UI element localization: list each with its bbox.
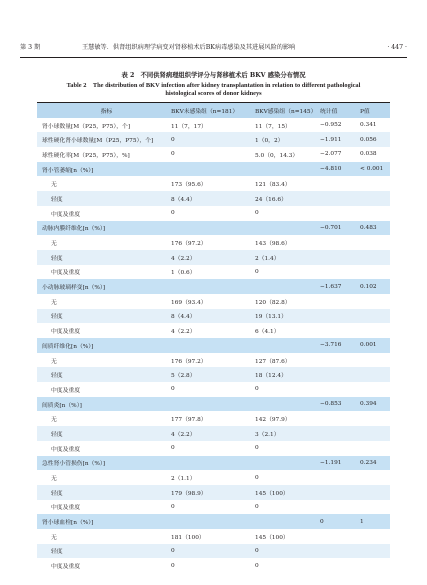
table-cell: −0.952 <box>320 118 360 133</box>
table-row <box>37 353 390 368</box>
table-cell: 145（100） <box>255 485 320 500</box>
table-cell <box>171 514 255 529</box>
results-table <box>37 102 390 573</box>
table-cell: 0 <box>171 382 255 397</box>
table-row <box>37 529 390 544</box>
table-cell: 轻度 <box>37 544 171 559</box>
table-cell: 中度及重度 <box>37 382 171 397</box>
table-cell <box>360 294 390 309</box>
table-cell <box>320 426 360 441</box>
table-cell: 0.483 <box>360 221 390 236</box>
table-cell <box>320 529 360 544</box>
column-header: P值 <box>360 103 390 118</box>
table-cell: −1.191 <box>320 456 360 471</box>
table-cell: 肾小球血栓[n（%）] <box>37 514 171 529</box>
table-cell: 无 <box>37 176 171 191</box>
header-rule <box>20 57 407 58</box>
table-cell <box>360 411 390 426</box>
table-cell: 120（82.8） <box>255 294 320 309</box>
table-cell: −1.637 <box>320 279 360 294</box>
column-header: 统计值 <box>320 103 360 118</box>
column-header: 指标 <box>37 103 171 118</box>
table-cell: 177（97.8） <box>171 411 255 426</box>
table-cell: 0 <box>255 558 320 573</box>
table-cell <box>360 323 390 338</box>
table-cell: 间质纤维化[n（%）] <box>37 338 171 353</box>
table-cell <box>320 382 360 397</box>
table-cell: 中度及重度 <box>37 265 171 280</box>
table-cell: −0.701 <box>320 221 360 236</box>
table-cell: 小动脉玻璃样变[n（%）] <box>37 279 171 294</box>
table-cell <box>320 265 360 280</box>
table-cell: 143（98.6） <box>255 235 320 250</box>
table-cell: 4（2.2） <box>171 426 255 441</box>
table-cell: 145（100） <box>255 529 320 544</box>
table-row <box>37 367 390 382</box>
table-row <box>37 426 390 441</box>
table-cell: 无 <box>37 529 171 544</box>
table-cell: −4.810 <box>320 162 360 177</box>
table-cell <box>320 250 360 265</box>
table-cell <box>360 235 390 250</box>
table-cell: 轻度 <box>37 309 171 324</box>
table-row <box>37 558 390 573</box>
table-cell: 动脉内膜纤维化[n（%）] <box>37 221 171 236</box>
table-row <box>37 250 390 265</box>
table-cell: 0.102 <box>360 279 390 294</box>
table-caption-en: Table 2 The distribution of BKV infection after kidney transplantation in relation to different pathological <box>66 82 361 89</box>
table-cell: 无 <box>37 294 171 309</box>
table-cell: 2（1.4） <box>255 250 320 265</box>
table-cell: 11（7，17） <box>171 118 255 133</box>
table-cell: 0 <box>255 265 320 280</box>
table-cell: 11（7，15） <box>255 118 320 133</box>
table-section-row <box>37 514 390 529</box>
table-cell <box>171 397 255 412</box>
table-cell: 0 <box>171 558 255 573</box>
table-cell: 0 <box>171 500 255 515</box>
table-cell <box>360 558 390 573</box>
table-section-row <box>37 221 390 236</box>
column-header: BKV未感染组（n=181） <box>171 103 255 118</box>
table-cell: 中度及重度 <box>37 323 171 338</box>
table-cell <box>320 235 360 250</box>
table-cell: −3.716 <box>320 338 360 353</box>
table-cell: 轻度 <box>37 250 171 265</box>
table-section-row <box>37 397 390 412</box>
table-row <box>37 323 390 338</box>
table-cell <box>255 279 320 294</box>
table-cell <box>360 250 390 265</box>
table-cell: 0 <box>171 147 255 162</box>
table-cell <box>255 397 320 412</box>
table-cell: 0.038 <box>360 147 390 162</box>
table-row <box>37 176 390 191</box>
table-cell: 0 <box>171 441 255 456</box>
table-row <box>37 265 390 280</box>
table-cell: 5.0（0，14.3） <box>255 147 320 162</box>
table-cell <box>255 456 320 471</box>
table-cell: 无 <box>37 411 171 426</box>
table-cell <box>360 191 390 206</box>
table-cell <box>320 206 360 221</box>
table-cell: 0 <box>255 544 320 559</box>
table-cell <box>255 338 320 353</box>
table-row <box>37 132 390 147</box>
table-section-row <box>37 279 390 294</box>
table-cell <box>255 514 320 529</box>
table-row <box>37 235 390 250</box>
table-cell <box>360 470 390 485</box>
table-cell <box>320 323 360 338</box>
table-cell: 0 <box>255 206 320 221</box>
table-row <box>37 118 390 133</box>
table-cell: 0 <box>171 206 255 221</box>
table-cell: 肾小管萎缩[n（%）] <box>37 162 171 177</box>
table-cell: 急性肾小管损伤[n（%）] <box>37 456 171 471</box>
table-cell: 0 <box>255 441 320 456</box>
table-cell: 间质炎[n（%）] <box>37 397 171 412</box>
table-cell: 无 <box>37 470 171 485</box>
table-row <box>37 441 390 456</box>
table-cell: 0.056 <box>360 132 390 147</box>
table-row <box>37 191 390 206</box>
table-cell <box>360 309 390 324</box>
table-cell: 球性硬化肾小球数量[M（P25，P75），个] <box>37 132 171 147</box>
table-cell: 中度及重度 <box>37 500 171 515</box>
page-number: · 447 · <box>387 44 407 51</box>
table-cell: 2（1.1） <box>171 470 255 485</box>
table-cell: 5（2.8） <box>171 367 255 382</box>
table-cell: 176（97.2） <box>171 235 255 250</box>
table-cell: 8（4.4） <box>171 309 255 324</box>
table-cell: 0 <box>171 132 255 147</box>
table-cell <box>320 353 360 368</box>
table-cell <box>320 558 360 573</box>
table-cell <box>360 206 390 221</box>
table-cell: 肾小球数量[M（P25，P75），个] <box>37 118 171 133</box>
table-row <box>37 485 390 500</box>
table-row <box>37 500 390 515</box>
table-cell: < 0.001 <box>360 162 390 177</box>
table-caption-cn: 表 2 不同供肾病理组织学评分与肾移植术后 BKV 感染分布情况 <box>121 72 306 79</box>
table-cell <box>320 441 360 456</box>
table-cell <box>171 162 255 177</box>
table-cell: 0 <box>255 500 320 515</box>
table-section-row <box>37 456 390 471</box>
table-cell: 176（97.2） <box>171 353 255 368</box>
table-cell: 4（2.2） <box>171 323 255 338</box>
table-cell <box>171 279 255 294</box>
table-cell: 1 <box>360 514 390 529</box>
table-cell <box>320 309 360 324</box>
table-cell: 3（2.1） <box>255 426 320 441</box>
table-cell <box>171 338 255 353</box>
table-cell <box>320 411 360 426</box>
table-cell <box>360 529 390 544</box>
table-row <box>37 294 390 309</box>
table-cell <box>171 221 255 236</box>
table-cell <box>360 485 390 500</box>
table-row <box>37 382 390 397</box>
table-cell <box>360 426 390 441</box>
table-cell <box>320 176 360 191</box>
table-cell: 轻度 <box>37 485 171 500</box>
table-cell <box>320 367 360 382</box>
column-header: BKV感染组（n=145） <box>255 103 320 118</box>
table-cell: 173（95.6） <box>171 176 255 191</box>
table-cell <box>360 382 390 397</box>
table-row <box>37 470 390 485</box>
table-cell: 轻度 <box>37 191 171 206</box>
table-section-row <box>37 338 390 353</box>
table-cell: 0.234 <box>360 456 390 471</box>
table-cell: −0.853 <box>320 397 360 412</box>
table-cell: 181（100） <box>171 529 255 544</box>
table-cell: 6（4.1） <box>255 323 320 338</box>
table-cell <box>320 294 360 309</box>
table-cell: 127（87.6） <box>255 353 320 368</box>
table-row <box>37 544 390 559</box>
table-cell <box>360 441 390 456</box>
table-cell: −1.911 <box>320 132 360 147</box>
table-cell: 无 <box>37 235 171 250</box>
table-cell <box>320 470 360 485</box>
table-header-row <box>37 103 390 118</box>
page-header <box>20 42 407 54</box>
table-cell <box>320 191 360 206</box>
table-row <box>37 147 390 162</box>
table-row <box>37 411 390 426</box>
table-caption-en-continued: histological scores of donor kidneys <box>165 90 262 97</box>
table-cell: 0 <box>171 544 255 559</box>
table-cell: 中度及重度 <box>37 441 171 456</box>
table-row <box>37 206 390 221</box>
table-cell <box>255 221 320 236</box>
table-cell: 1（0.6） <box>171 265 255 280</box>
table-cell <box>320 485 360 500</box>
table-cell <box>320 544 360 559</box>
table-cell: 142（97.9） <box>255 411 320 426</box>
table-cell: −2.077 <box>320 147 360 162</box>
table-cell <box>360 544 390 559</box>
table-row <box>37 309 390 324</box>
table-cell: 轻度 <box>37 367 171 382</box>
running-title: 王慧敏等．供肾组织病理学病变对肾移植术后BK病毒感染及其进展风险的影响 <box>82 44 296 51</box>
table-cell: 0 <box>320 514 360 529</box>
table-cell: 18（12.4） <box>255 367 320 382</box>
table-cell: 无 <box>37 353 171 368</box>
table-cell <box>320 500 360 515</box>
table-cell <box>171 456 255 471</box>
table-cell <box>255 162 320 177</box>
table-cell: 8（4.4） <box>171 191 255 206</box>
table-cell: 19（13.1） <box>255 309 320 324</box>
table-cell: 24（16.6） <box>255 191 320 206</box>
table-cell: 球性硬化率[M（P25，P75），%] <box>37 147 171 162</box>
table-cell: 0.341 <box>360 118 390 133</box>
table-cell: 中度及重度 <box>37 558 171 573</box>
table-cell: 169（93.4） <box>171 294 255 309</box>
table-section-row <box>37 162 390 177</box>
table-cell <box>360 500 390 515</box>
table-cell: 0 <box>255 382 320 397</box>
table-cell: 0.001 <box>360 338 390 353</box>
table-cell: 1（0，2） <box>255 132 320 147</box>
table-cell <box>360 353 390 368</box>
table-cell <box>360 176 390 191</box>
table-cell: 4（2.2） <box>171 250 255 265</box>
table-cell: 179（98.9） <box>171 485 255 500</box>
table-cell: 121（83.4） <box>255 176 320 191</box>
table-cell <box>360 367 390 382</box>
table-cell: 0 <box>255 470 320 485</box>
table-cell: 0.394 <box>360 397 390 412</box>
issue-number: 第 3 期 <box>20 44 41 51</box>
table-cell: 轻度 <box>37 426 171 441</box>
table-cell <box>360 265 390 280</box>
table-cell: 中度及重度 <box>37 206 171 221</box>
